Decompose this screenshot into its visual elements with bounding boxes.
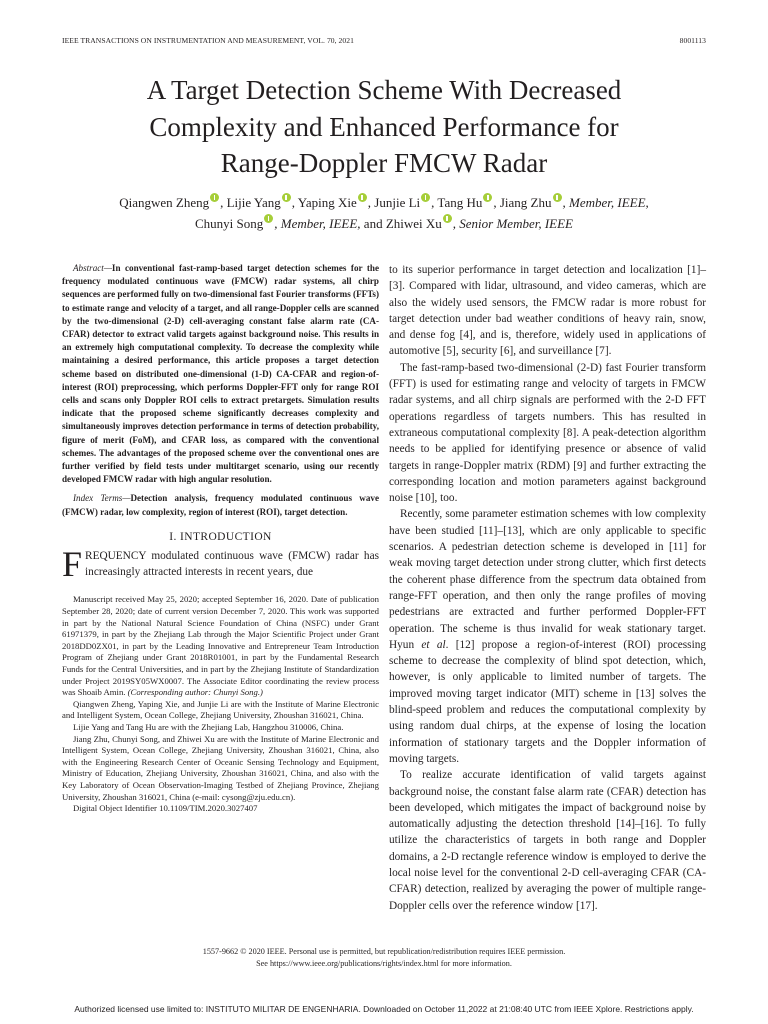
orcid-icon[interactable] [210,193,219,202]
title-line-2: Complexity and Enhanced Performance for [149,111,619,142]
intro-text: REQUENCY modulated continuous wave (FMCW) radar has increasingly attracted interests in recent years, due [85,549,379,579]
body-paragraph: to its superior performance in target detection and localization [1]–[3]. Compared with lidar, ultrasound, and video cameras, which are also the widely used sensors, the FMCW radar is more robust for target detection under bad weather conditions of heavy rain, snow, and dense fog [4], and is, therefore, widely used in applications of automotive [5], security [6], and surveillance [7]. [389,264,706,358]
doi-link[interactable]: Digital Object Identifier 10.1109/TIM.2020.3027407 [73,803,258,814]
intro-paragraph [62,543,379,584]
body-paragraph: The fast-ramp-based two-dimensional (2-D) fast Fourier transform (FFT) is used for estimating range and velocity of targets in FMCW radar systems, and all chirp signals are performed with the 2-D FFT operations regardless of targets numbers. This has resulted in extraneous computational complexity [8]. A peak-detection algorithm needs to be applied for identifying presence or absence of valid targets in range-Doppler matrix (RDM) [9] and further extracting the corresponding location and motion parameters against background noise [10], too. [389,361,706,505]
author-name: Qiangwen Zheng [119,195,210,210]
title-line-3: Range-Doppler FMCW Radar [220,148,548,178]
index-terms [62,492,379,518]
orcid-icon[interactable] [483,193,492,202]
orcid-icon[interactable] [282,193,291,202]
author-name: , Yaping Xie [291,195,357,210]
author-name: Chunyi Song [195,216,264,231]
index-terms-text: Detection analysis, frequency modulated continuous wave (FMCW) radar, low complexity, region of interest (ROI), target detection. [62,493,379,517]
right-column [389,262,706,914]
footnote-affiliation: Qiangwen Zheng, Yaping Xie, and Junjie Li are with the Institute of Marine Electronic and Intelligent System, Ocean College, Zhejiang University, Zhoushan 316021, China. [62,698,379,721]
author-membership: , Member, IEEE, [274,216,361,231]
author-list [40,192,728,234]
footnote-affiliation: Lijie Yang and Tang Hu are with the Zhejiang Lab, Hangzhou 310006, China. [73,721,344,732]
author-name: , Tang Hu [431,195,483,210]
article-number: 8001113 [679,36,706,45]
orcid-icon[interactable] [264,214,273,223]
author-name: , Jiang Zhu [493,195,552,210]
section-heading: I. INTRODUCTION [169,530,272,543]
author-name: , Lijie Yang [220,195,281,210]
index-terms-label: Index Terms— [73,493,131,504]
et-al: et al [421,638,446,651]
orcid-icon[interactable] [553,193,562,202]
abstract [62,262,379,486]
corresponding-author: (Corresponding author: Chunyi Song.) [127,687,263,698]
body-paragraph: To realize accurate identification of valid targets against background noise, the constant false alarm rate (CFAR) detection has been developed, which mitigates the impact of background noise by automatically adjusting the detection threshold [14]–[16]. To fully utilize the characteristics of targets in both range and Doppler domains, a 2-D rectangle reference window is employed to derive the local noise level for the conventional 2-D cell-averaging CFAR (CA-CFAR) detection, realized by averaging the power of multiple range-Doppler cells over the reference window [17]. [389,769,706,912]
abstract-text: In conventional fast-ramp-based target detection schemes for the frequency modulated continuous wave (FMCW) radar systems, all chirp sequences are performed fully on two-dimensional fast Fourier transforms (FFTs) to estimate range and velocity of a target, and all range-Doppler cells are scanned by the two-dimensional (2-D) cell-averaging constant false alarm rate (CA-CFAR) detector to extract valid targets against background noise. This results in an extremely high computational complexity. To decrease the complexity while maintaining a desired performance, this article proposes a target detection scheme based on distributed one-dimensional (1-D) CA-CFAR and region-of-interest (ROI) preprocessing, which performs Doppler-FFT only for range ROI cells and scans only Doppler ROI cells to extract pretargets. Simulation results indicate that the proposed scheme significantly decreases complexity and simultaneously improves detection performance in terms of detection probability, figure of merit (FoM), and CFAR loss, as compared with the conventional schemes. The advantages of the proposed scheme over the conventional ones are further verified by field tests under multitarget scenario, using our recently developed FMCW radar with high angular resolution. [62,263,379,485]
left-column [62,262,379,815]
footnote-manuscript: Manuscript received May 25, 2020; accepted September 16, 2020. Date of publication September 28, 2020; date of current version December 7, 2020. This work was supported in part by the National Natural Science Foundation of China (NSFC) under Grant 61971379, in part by the Zhejiang Lab through the Major Scientific Project under Grant 2018DD0ZX01, in part by the Leading Innovative and Entrepreneur Team Introduction Program of Zhejiang under Grant 2018R01001, in part by the Fundamental Research Funds for the Central Universities, and in part by the Zhejiang Institute of Standardization under Project 2019SY05WX0007. The Associate Editor coordinating the review process was Shoaib Amin. (Corresponding author: Chunyi Song.) [62,594,379,698]
author-line-1 [40,192,728,213]
copyright-notice [62,946,706,969]
drop-cap: F [62,543,83,584]
orcid-icon[interactable] [421,193,430,202]
orcid-icon[interactable] [443,214,452,223]
body-paragraph: Recently, some parameter estimation schemes with low complexity have been studied [11]–[13], which are only applicable to specific scenarios. A pedestrian detection scheme is developed in [11] for weak moving target detection under strong clutter, which first detects the coherent phase difference from the spectrum data obtained from range-FFT operation, and then only the range profiles of moving pedestrians are extracted and further performed Doppler-FFT operation. The scheme is thus invalid for weak stationary target. Hyun et al. [12] propose a region-of-interest (ROI) processing scheme to decrease the complexity of blind spot detection, which, however, is only applicable to limited number of targets. The improved moving target indicator (MIT) scheme in [13] solves the blind-speed problem and reduces the computational complexity by using random dual chirps, at the expense of losing the location information of stationary targets and the Doppler information of moving targets. [389,508,707,765]
orcid-icon[interactable] [358,193,367,202]
author-name: and Zhiwei Xu [360,216,442,231]
author-membership: , Member, IEEE, [562,195,649,210]
abstract-label: Abstract— [73,263,112,273]
license-footer: Authorized licensed use limited to: INSTITUTO MILITAR DE ENGENHARIA. Downloaded on October 11,2022 at 21:08:40 UTC from IEEE Xplore. Restrictions apply. [74,1004,694,1014]
author-name: , Junjie Li [367,195,421,210]
copyright-line: 1557-9662 © 2020 IEEE. Personal use is permitted, but republication/redistribution requires IEEE permission. [202,947,566,956]
rights-link[interactable]: See https://www.ieee.org/publications/rights/index.html for more information. [256,958,512,968]
author-membership: , Senior Member, IEEE [452,216,573,231]
paper-title [40,72,728,182]
footnote-affiliation: Jiang Zhu, Chunyi Song, and Zhiwei Xu are with the Institute of Marine Electronic and Intelligent System, Ocean College, Zhejiang University, Zhoushan 316021, China, also with the Engineering Research Center of Oceanic Sensing Technology and Equipment, Ministry of Education, Zhejiang University, Zhoushan 316021, China, and also with the Key Laboratory of Ocean Observation-Imaging Testbed of Zhejiang Province, Zhejiang University, Zhoushan 316021, China (e-mail: cysong@zju.edu.cn). [62,733,379,802]
author-line-2 [40,213,728,234]
title-line-1: A Target Detection Scheme With Decreased [146,75,622,105]
journal-name: IEEE TRANSACTIONS ON INSTRUMENTATION AND MEASUREMENT, VOL. 70, 2021 [62,36,354,45]
